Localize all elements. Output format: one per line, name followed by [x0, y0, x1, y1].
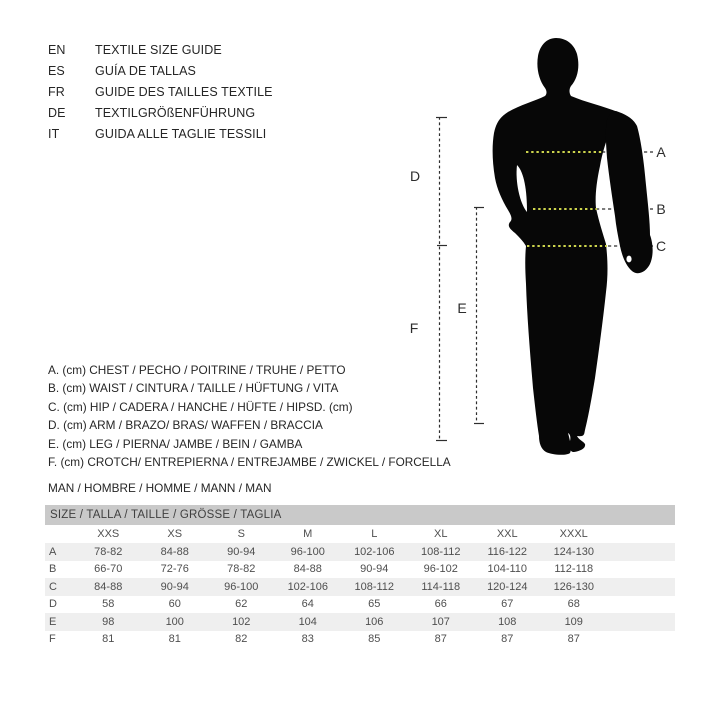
table-cell: 102	[208, 613, 275, 631]
filler-cell	[607, 613, 675, 631]
table-cell: 96-102	[423, 563, 458, 576]
language-code: EN	[48, 43, 66, 57]
col-header-xl: XL	[434, 528, 448, 540]
table-cell: 90-94	[208, 543, 275, 561]
table-cell: 104-110	[487, 563, 528, 576]
row-label: E	[45, 613, 75, 631]
table-cell: 108-112	[341, 578, 408, 596]
table-row-arm	[45, 596, 675, 614]
crotch-label: F	[409, 320, 419, 336]
measure-line-crotch: F. (cm) CROTCH/ ENTREPIERNA / ENTREJAMBE / ZWICKEL / FORCELLA	[48, 455, 451, 470]
table-cell: 87	[501, 633, 514, 646]
filler-cell	[607, 543, 675, 561]
table-cell: 67	[501, 598, 514, 611]
language-title: GUIDE DES TAILLES TEXTILE	[95, 85, 273, 99]
col-header-m: M	[303, 528, 313, 540]
row-label: F	[49, 633, 56, 646]
table-cell: 83	[301, 633, 314, 646]
row-label: B	[49, 563, 57, 576]
language-code: DE	[48, 106, 66, 120]
table-size-header-row	[45, 525, 675, 543]
row-label: A	[45, 543, 75, 561]
table-cell: 82	[235, 633, 248, 646]
row-label: C	[45, 578, 75, 596]
man-right-arm-shape	[606, 111, 653, 273]
table-cell: 87	[434, 633, 447, 646]
measure-line-leg: E. (cm) LEG / PIERNA/ JAMBE / BEIN / GAMBA	[48, 436, 303, 451]
table-cell: 84-88	[142, 543, 209, 561]
table-row-hip	[45, 578, 675, 596]
col-header-xs: XS	[167, 528, 183, 540]
table-cell: 84-88	[293, 563, 322, 576]
table-cell: 84-88	[75, 578, 142, 596]
chest-label: A	[656, 144, 666, 160]
table-cell: 100	[142, 613, 209, 631]
table-cell: 96-100	[208, 578, 275, 596]
language-title: TEXTILE SIZE GUIDE	[95, 43, 222, 57]
table-cell: 116-122	[474, 543, 541, 561]
measure-line-waist: B. (cm) WAIST / CINTURA / TAILLE / HÜFTUNG / VITA	[48, 381, 339, 396]
table-cell: 126-130	[541, 578, 608, 596]
language-title: GUÍA DE TALLAS	[95, 64, 196, 78]
arm-label: D	[409, 168, 421, 184]
table-row-crotch	[45, 631, 675, 649]
table-cell: 107	[408, 613, 475, 631]
man-silhouette	[493, 38, 653, 455]
hip-label: C	[655, 238, 667, 254]
table-cell: 108	[474, 613, 541, 631]
table-cell: 66	[434, 598, 447, 611]
gender-line: MAN / HOMBRE / HOMME / MANN / MAN	[48, 481, 272, 496]
col-header-s: S	[237, 528, 245, 540]
table-cell: 104	[275, 613, 342, 631]
table-cell: 58	[102, 598, 115, 611]
table-cell: 66-70	[94, 563, 123, 576]
size-table	[45, 505, 675, 648]
col-header-xxs: XXS	[97, 528, 120, 540]
measurement-legend	[48, 361, 451, 498]
table-cell: 112-118	[554, 563, 594, 576]
table-cell: 60	[168, 598, 181, 611]
leg-label: E	[457, 300, 467, 316]
row-label: D	[49, 598, 57, 611]
table-cell: 108-112	[408, 543, 475, 561]
col-header-l: L	[371, 528, 378, 540]
filler-cell	[607, 525, 675, 543]
language-code: FR	[48, 85, 65, 99]
language-title: GUIDA ALLE TAGLIE TESSILI	[95, 127, 267, 141]
filler-cell	[607, 631, 675, 649]
waist-label: B	[656, 201, 666, 217]
table-cell: 106	[341, 613, 408, 631]
measure-line-hip: C. (cm) HIP / CADERA / HANCHE / HÜFTE / HIPSD. (cm)	[48, 399, 353, 414]
measure-line-arm: D. (cm) ARM / BRAZO/ BRAS/ WAFFEN / BRACCIA	[48, 418, 323, 433]
table-row-chest	[45, 543, 675, 561]
col-header-xxl: XXL	[496, 528, 518, 540]
table-cell: 78-82	[227, 563, 256, 576]
table-cell: 120-124	[474, 578, 541, 596]
table-cell: 96-100	[275, 543, 342, 561]
language-code: ES	[48, 64, 65, 78]
table-cell: 98	[75, 613, 142, 631]
filler-cell	[607, 578, 675, 596]
table-cell: 64	[301, 598, 314, 611]
table-cell: 90-94	[142, 578, 209, 596]
table-cell: 114-118	[408, 578, 475, 596]
table-cell: 81	[168, 633, 181, 646]
table-cell: 124-130	[541, 543, 608, 561]
table-cell: 81	[102, 633, 115, 646]
table-row-leg	[45, 613, 675, 631]
table-row-waist	[45, 561, 675, 579]
size-table-section	[45, 505, 675, 648]
table-cell: 78-82	[75, 543, 142, 561]
measure-line-chest: A. (cm) CHEST / PECHO / POITRINE / TRUHE / PETTO	[48, 363, 346, 377]
table-cell: 85	[368, 633, 381, 646]
language-code: IT	[48, 127, 60, 141]
table-cell: 90-94	[360, 563, 389, 576]
hand-notch-highlight	[626, 256, 631, 263]
table-cell: 87	[567, 633, 580, 646]
table-cell: 72-76	[160, 563, 189, 576]
language-title: TEXTILGRÖßENFÜHRUNG	[95, 106, 256, 120]
filler-cell	[607, 596, 675, 614]
table-cell: 62	[235, 598, 248, 611]
table-title-row	[45, 505, 675, 525]
col-header-xxxl: XXXL	[559, 528, 588, 540]
table-cell: 102-106	[341, 543, 408, 561]
table-cell: 102-106	[275, 578, 342, 596]
table-cell: 109	[541, 613, 608, 631]
corner-cell	[45, 525, 75, 543]
table-cell: 68	[567, 598, 580, 611]
table-title: SIZE / TALLA / TAILLE / GRÖSSE / TAGLIA	[45, 505, 675, 525]
filler-cell	[607, 561, 675, 579]
table-cell: 65	[368, 598, 381, 611]
